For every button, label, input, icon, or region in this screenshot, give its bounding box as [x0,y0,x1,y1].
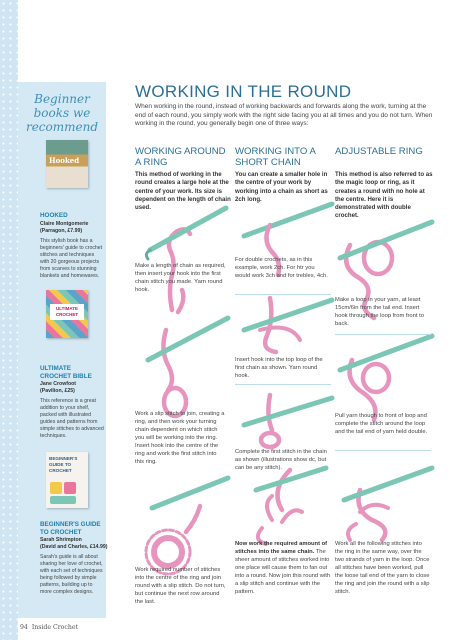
step-caption: The sheer amount of stitches worked into one place will cause them to fan out into a round. Now join this round with a slip stitch and continue with the pattern. [235,549,331,595]
step-caption: For double crochets, as in this example, work 2ch. For htr you would work 3ch and for trebles, 4ch. [235,257,328,279]
page-title: WORKING IN THE ROUND [135,82,352,101]
book-publisher: (Parragon, £7.99) [40,228,83,234]
short-chain-step4-illustration [256,468,326,544]
book-description: This stylish book has a beginners' guide to crochet stitches and techniques with 20 gorgeous projects from scarves to stunning blankets and homewares. [40,238,103,279]
column-heading-ring: WORKING AROUND A RING [135,146,226,168]
adjustable-step2-illustration [340,336,432,420]
book-cover-title: BEGINNER'S GUIDE TO CROCHET [49,456,78,473]
column-intro: This method of working in the round creates a large hole at the centre of your work. Its size is dependent on the length of chain used. [135,171,231,212]
step-caption: Work required number of stitches into the centre of the ring and join round with a slip stitch. Do not turn, but continue the next row around the last. [135,567,226,605]
step-caption: Make a length of chain as required, then insert your hook into the first chain stitch you made. Yarn round hook. [135,263,226,293]
step-caption: Insert hook into the top loop of the first chain as shown. Yarn round hook. [235,357,323,379]
magazine-name: Inside Crochet [31,624,79,631]
step-caption: Make a loop in your yarn, at least 15cm/6in from the tail end. Insert hook through the loop from front to back. [335,297,424,327]
page-number: 94 [20,624,28,631]
column-heading-short-chain: WORKING INTO A SHORT CHAIN [235,146,316,168]
divider [335,450,431,451]
ring-step1-illustration [146,208,226,312]
adjustable-step3-illustration [344,468,432,540]
divider [235,384,331,385]
step-caption: Work a slip stitch to join, creating a ring, and then work your turning chain dependent on which stitch you will be working into the ring. Insert hook into the centre of the ring and work the first stitch into this ring. [135,411,225,465]
column-intro: This method is also referred to as the magic loop or ring, as it creates a round with no hole at the centre. Here it is demonstrated with double crochet. [335,171,433,220]
book-publisher: (Pavilion, £25) [40,388,75,394]
book-author: Jane Crowfoot [40,381,77,387]
book-author: Claire Montgomerie [40,221,89,227]
book-description: Sarah's guide is all about sharing her love of crochet, with each set of techniques being followed by simple patterns, building up to more complex designs. [40,554,103,595]
divider [335,334,431,335]
column-heading-adjustable: ADJUSTABLE RING [335,146,423,157]
book-author: Sarah Shrimpton [40,537,82,543]
step-caption: Pull yarn though to front of loop and complete the stitch around the loop and the tail end of yarn held double. [335,413,428,435]
short-chain-step2-illustration [244,298,332,352]
sidebar-heading: Beginner books we recommend [25,92,99,134]
short-chain-step3-illustration [244,395,332,447]
step-caption: Complete the first stitch in the chain as shown (illustrations show dc, but can be any stitch). [235,449,327,471]
book-cover-title: Hooked [49,156,80,165]
divider [235,294,331,295]
step-caption: Work all the following stitches into the ring in the same way, over the two strands of yarn in the loop. Once all stitches have been worked, pull the loose tail end of the yarn to close the ring and join the round with a slip stitch. [335,541,430,595]
column-intro: You can create a smaller hole in the centre of your work by working into a chain as short as 2ch long. [235,171,328,203]
book-title: HOOKED [40,212,68,219]
ring-step3-illustration [146,478,228,574]
page-footer [20,624,78,631]
book-title: BEGINNER'S GUIDE TO CROCHET [40,521,101,536]
book-title: ULTIMATE CROCHET BIBLE [40,365,92,380]
ring-step2-illustration [148,318,228,416]
book-publisher: (David and Charles, £14.99) [40,544,108,550]
book-cover-title: ULTIMATE CROCHET [50,304,84,320]
book-description: This reference is a great addition to your shelf, packed with illustrated guides and patterns from simple stitches to advanced techniques. [40,398,104,439]
step-caption-bold: Now work the required amount of stitches into the same chain. [235,541,328,555]
intro-text: When working in the round, instead of working backwards and forwards along the work, turning at the end of each round, you simply work with the right side facing you at all times and you do not turn. When working in the round, you generally begin one of three ways: [135,103,433,128]
